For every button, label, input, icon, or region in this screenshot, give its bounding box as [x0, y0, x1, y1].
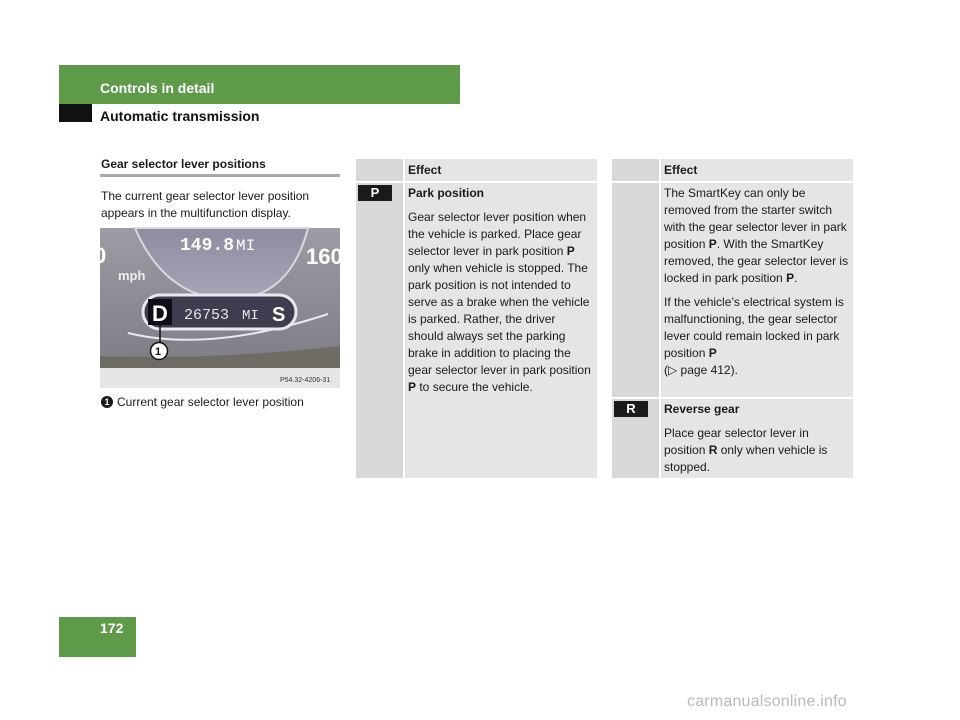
- heading-rule: [100, 174, 340, 177]
- reverse-title: Reverse gear: [664, 402, 740, 416]
- speed-unit: mph: [118, 268, 146, 283]
- park-badge: P: [358, 185, 392, 201]
- subsection-title: Automatic transmission: [100, 108, 260, 124]
- photo-caption: [101, 395, 304, 409]
- table2-row-divider: [612, 397, 853, 399]
- odometer-unit: MI: [242, 308, 259, 324]
- gear-positions-heading: Gear selector lever positions: [101, 157, 266, 171]
- caption-number: 1: [101, 396, 113, 408]
- header-marker: [59, 104, 92, 122]
- trip-unit: MI: [236, 237, 256, 255]
- image-code: P54.32-4206-31: [280, 377, 331, 384]
- mode-indicator: S: [272, 304, 286, 326]
- callout-number: 1: [155, 346, 162, 358]
- reverse-description: Place gear selector lever in position R only when vehicle is stopped.: [664, 426, 828, 474]
- park-row: [408, 185, 594, 403]
- gear-table-1: [356, 159, 597, 478]
- gear-indicator: D: [152, 301, 168, 326]
- table2-label-column: [612, 159, 659, 478]
- speed-right: 160: [306, 244, 343, 269]
- table2-header-divider: [612, 181, 853, 183]
- park-description: Gear selector lever position when the vehicle is parked. Place gear selector lever in park position P only when vehicle is stopped. The park position is not intended to serve as a brake when the vehicle is parked. Rather, the driver should always set the parking brake in addition to placing the gear selector lever in park position P to secure the vehicle.: [408, 210, 591, 394]
- odometer-value: 26753: [184, 307, 230, 324]
- section-title: Controls in detail: [100, 80, 215, 96]
- trip-value: 149.8: [180, 236, 235, 256]
- table1-header: Effect: [408, 163, 442, 177]
- smartkey-text: The SmartKey can only be removed from the starter switch with the gear selector lever in park position P. With the SmartKey removed, the gear selector lever is locked in park position P.: [664, 186, 849, 285]
- page-number: 172: [100, 620, 124, 636]
- smartkey-row: [664, 185, 850, 386]
- table2-header: Effect: [664, 163, 698, 177]
- watermark: carmanualsonline.info: [687, 693, 847, 710]
- table1-label-column: [356, 159, 403, 478]
- park-title: Park position: [408, 186, 485, 200]
- reverse-row: [664, 401, 850, 483]
- reverse-badge: R: [614, 401, 648, 417]
- page-reference[interactable]: (▷ page 412).: [664, 363, 738, 377]
- intro-text: The current gear selector lever position appears in the multifunction display.: [101, 189, 310, 220]
- table1-header-divider: [356, 181, 597, 183]
- page-number-box: [59, 617, 136, 657]
- malfunction-text: If the vehicle’s electrical system is malfunctioning, the gear selector lever could remain locked in park position P (▷ page 412).: [664, 295, 844, 377]
- speed-left: 0: [94, 243, 107, 268]
- gear-table-2: [612, 159, 853, 478]
- multifunction-display-photo: [94, 228, 343, 388]
- caption-text: Current gear selector lever position: [117, 395, 304, 409]
